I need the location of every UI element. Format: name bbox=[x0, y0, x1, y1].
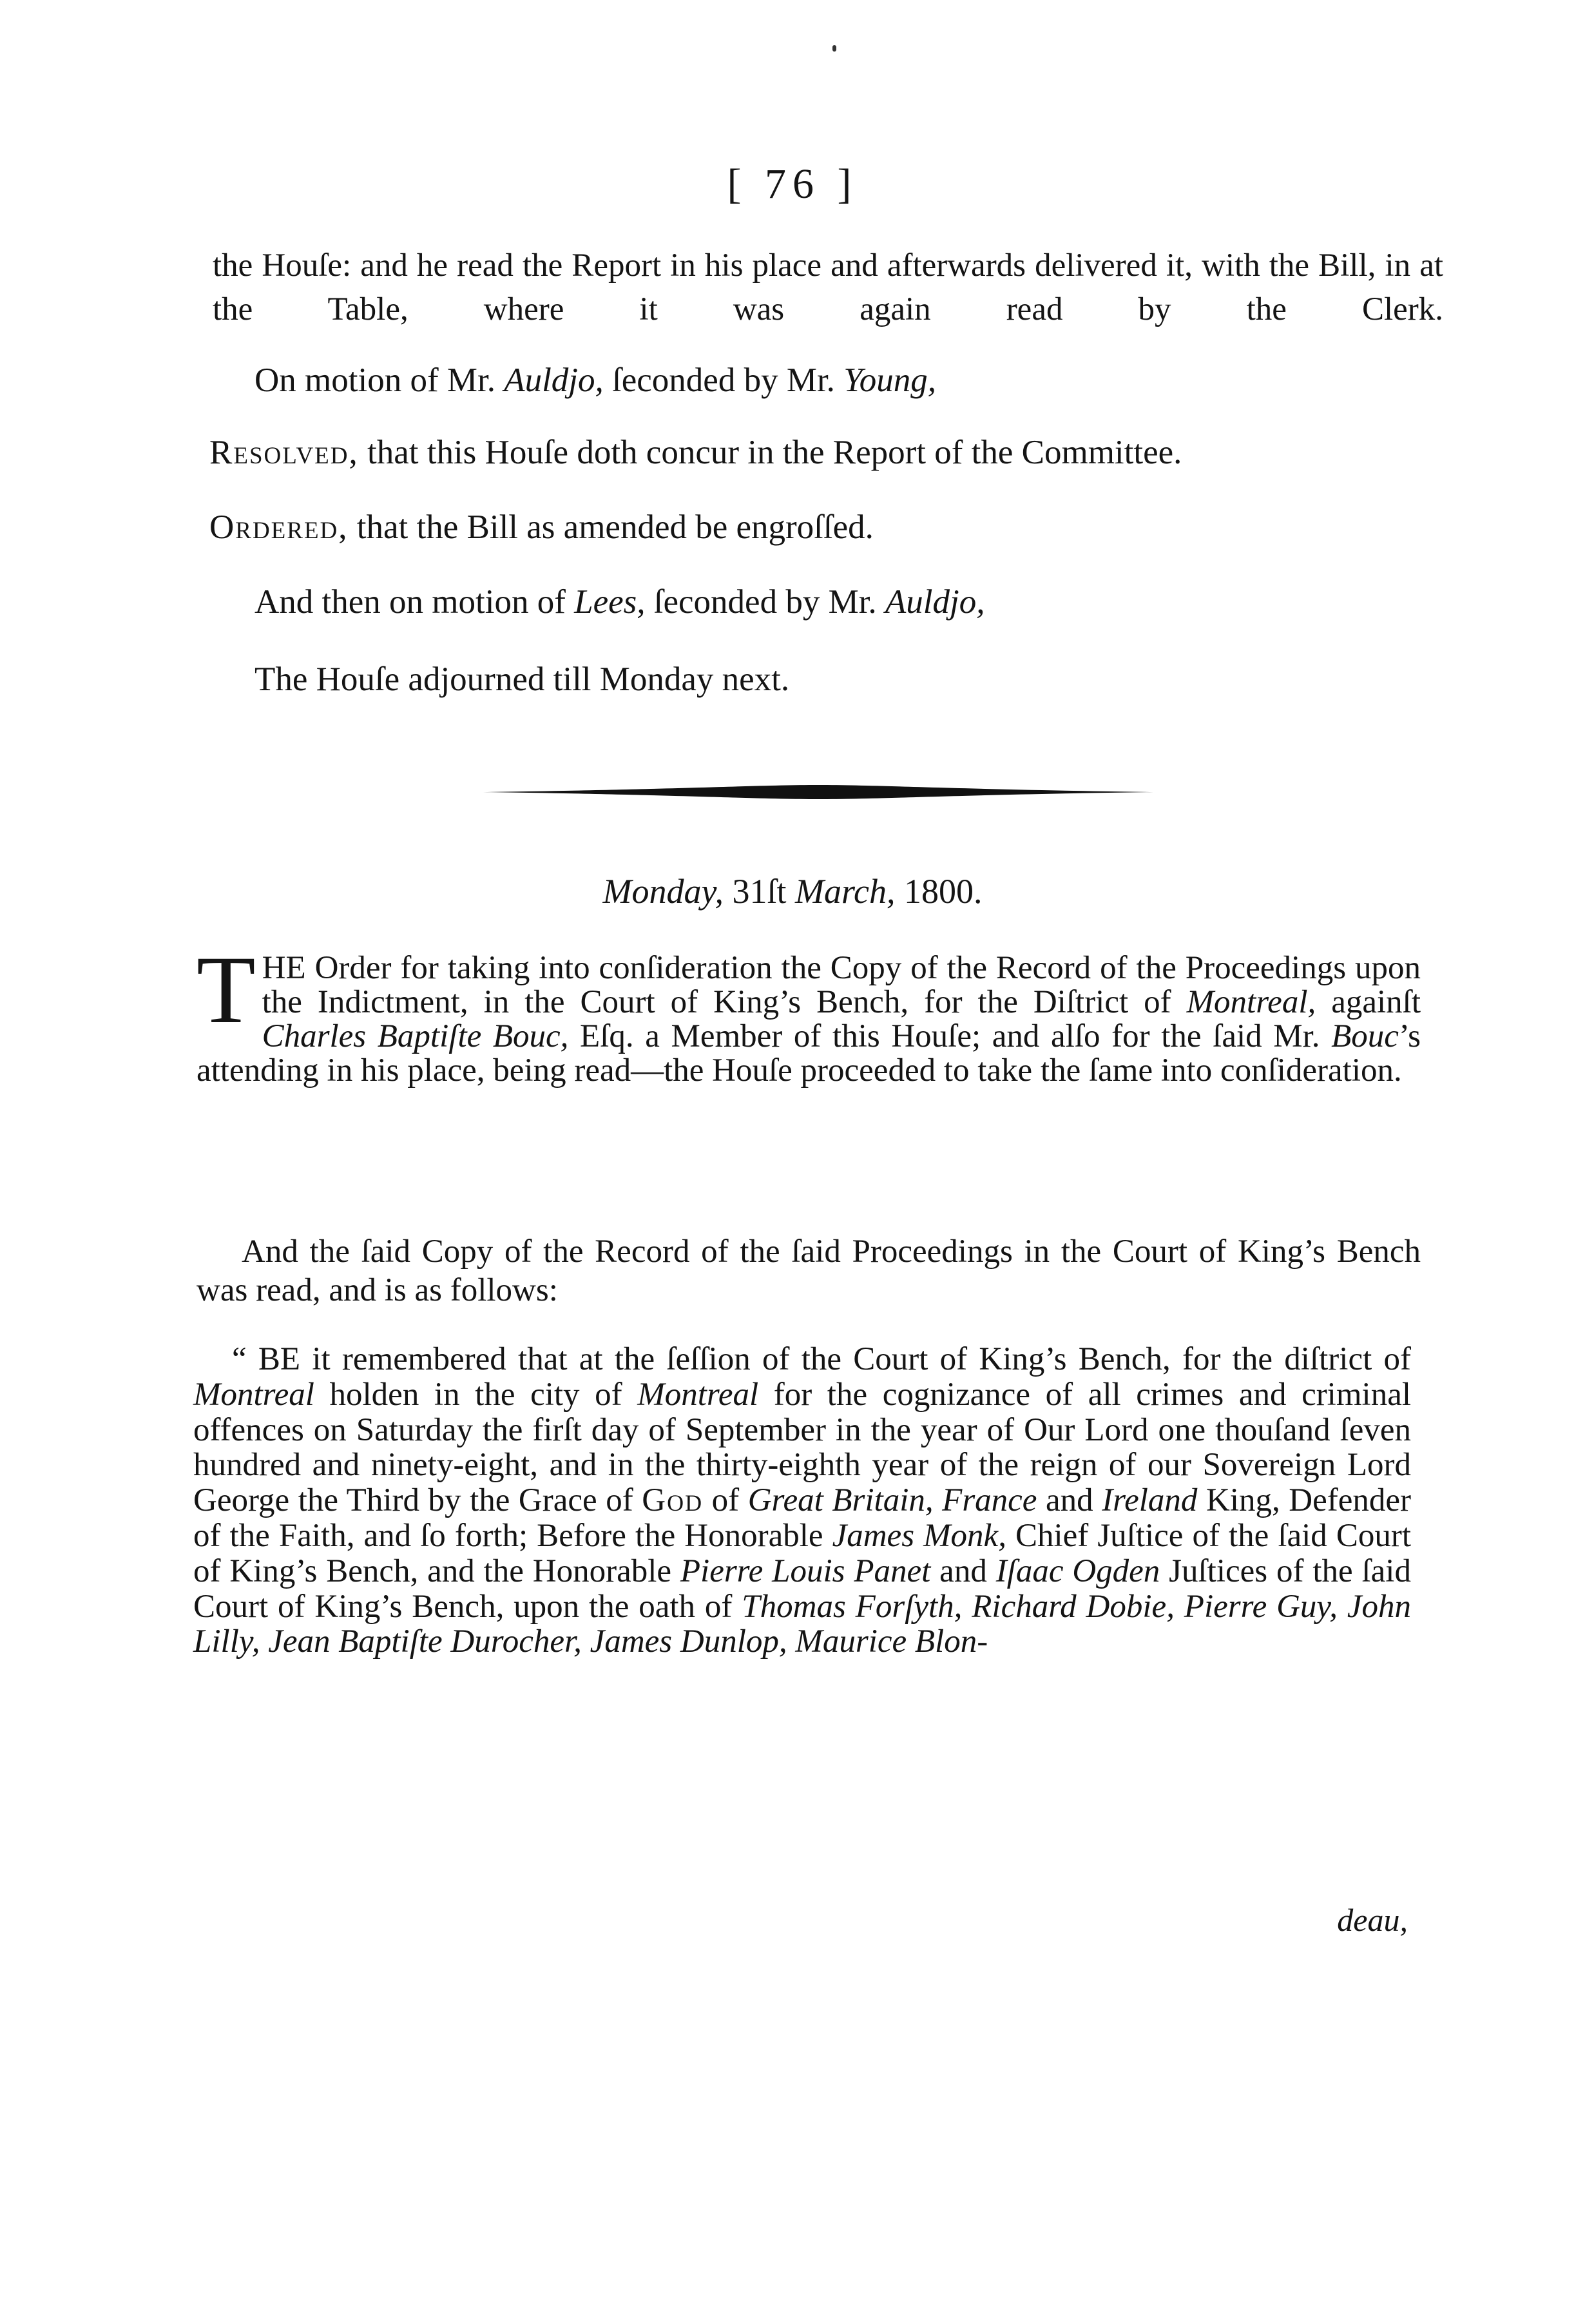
resolved-label: Resolved, bbox=[209, 434, 359, 471]
ink-speck bbox=[832, 45, 836, 52]
resolved-line: Resolved, that this Houſe doth concur in the Report of the Committee. bbox=[209, 434, 1182, 471]
ordered-line: Ordered, that the Bill as amended be engroſſed. bbox=[209, 508, 874, 546]
continuation-paragraph: the Houſe: and he read the Report in his place and afterwards delivered it, with the Bill, in at the Table, where it was again read by the Clerk. bbox=[213, 247, 1443, 327]
motion-line-1: On motion of Mr. Auldjo, ſeconded by Mr. Young, bbox=[255, 362, 937, 399]
motion-line-2: And then on motion of Lees, ſeconded by Mr. Auldjo, bbox=[255, 583, 985, 621]
ordered-label: Ordered, bbox=[209, 508, 349, 546]
date-heading: Monday, 31ſt March, 1800. bbox=[602, 872, 983, 911]
section-divider-rule bbox=[483, 785, 1153, 799]
page-number: [ 76 ] bbox=[727, 160, 858, 208]
drop-cap: T bbox=[197, 936, 256, 1043]
quoted-record-paragraph: “ BE it remembered that at the ſeſſion of the Court of King’s Bench, for the diſtrict of Montreal holden in the city of Montreal for the cognizance of all crimes and criminal offences on Saturday the firſt day of September in the year of Our Lord one thouſand ſeven hundred and ninety-eight, and in the thirty-eighth year of the reign of our Sovereign Lord George the Third by the Grace of God of Great Britain, France and Ireland King, Defender of the Faith, and ſo forth; Before the Honorable James Monk, Chief Juſtice of the ſaid Court of King’s Bench, and the Honorable Pierre Louis Panet and Iſaac Ogden Juſtices of the ſaid Court of King’s Bench, upon the oath of Thomas Forſyth, Richard Dobie, Pierre Guy, John Lilly, Jean Baptiſte Durocher, James Dunlop, Maurice Blon- bbox=[193, 1341, 1412, 1660]
adjourned-line: The Houſe adjourned till Monday next. bbox=[255, 661, 790, 698]
record-paragraph: THE Order for taking into conſideration the Copy of the Record of the Proceedings upon the Indictment, in the Court of King’s Bench, for the Diſtrict of Montreal, againſt Charles Baptiſte Bouc, Eſq. a Member of this Houſe; and alſo for the ſaid Mr. Bouc’s attending in his place, being read—the Houſe proceeded to take the ſame into conſideration. bbox=[197, 936, 1421, 1089]
copy-paragraph: And the ſaid Copy of the Record of the ſaid Proceedings in the Court of King’s Bench was read, and is as follows: bbox=[197, 1234, 1421, 1308]
catchword: deau, bbox=[1337, 1902, 1408, 1938]
